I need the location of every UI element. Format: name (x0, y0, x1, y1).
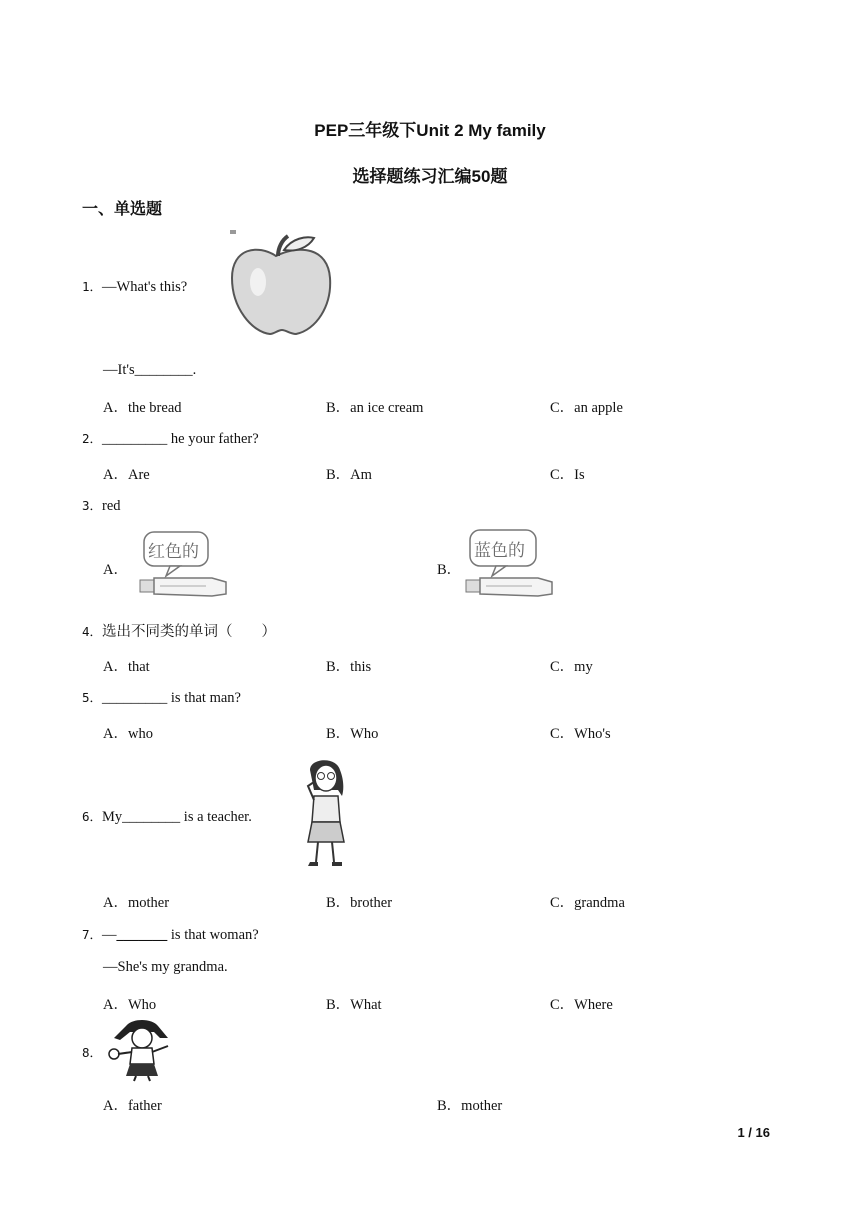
option-c[interactable]: C．Who's (550, 726, 611, 742)
question-number: 8． (82, 1045, 103, 1060)
page-title: PEP三年级下Unit 2 My family (314, 121, 546, 140)
option-b[interactable]: B．an ice cream (326, 400, 424, 416)
page-subtitle: 选择题练习汇编50题 (352, 167, 508, 186)
question-stem: he your father? (167, 431, 259, 447)
blue-tube-label: 蓝色的 (474, 541, 525, 561)
question-number: 3． (82, 498, 103, 513)
option-c[interactable]: C．grandma (550, 895, 625, 911)
question-stem: is that woman? (167, 927, 259, 943)
girl-image (102, 1018, 180, 1082)
option-a[interactable]: A．Are (103, 467, 150, 483)
blue-paint-tube-image (462, 528, 558, 602)
option-c[interactable]: C．Is (550, 467, 585, 483)
question-stem: is that man? (167, 690, 241, 706)
blank: _________ (102, 690, 168, 706)
question-6 (82, 807, 252, 826)
question-number: 4． (82, 624, 103, 639)
question-1-line2: —It's________. (103, 362, 197, 378)
question-7-line2: —She's my grandma. (103, 959, 228, 975)
question-7 (82, 925, 259, 944)
option-c[interactable]: C．Where (550, 997, 613, 1013)
question-number: 5． (82, 690, 103, 705)
option-b[interactable]: B．What (326, 997, 382, 1013)
question-5 (82, 688, 241, 707)
question-stem: red (102, 498, 121, 514)
page-number: 1 / 16 (737, 1125, 770, 1140)
option-a[interactable]: A．that (103, 659, 150, 675)
question-number: 1． (82, 279, 103, 294)
option-b[interactable]: B．mother (437, 1098, 503, 1114)
question-stem: My________ is a teacher. (102, 809, 252, 825)
question-number: 7． (82, 927, 103, 942)
question-4 (82, 620, 276, 641)
option-a[interactable]: A．Who (103, 997, 157, 1013)
option-b[interactable]: B．this (326, 659, 372, 675)
question-stem: —What's this? (102, 279, 188, 295)
option-b[interactable]: B．brother (326, 895, 393, 911)
question-3 (82, 496, 121, 515)
question-stem: 选出不同类的单词（ ） (102, 624, 277, 640)
question-8 (82, 1043, 102, 1062)
option-b[interactable]: B． (437, 562, 462, 578)
teacher-woman-image (284, 756, 364, 872)
blank: _________ (102, 431, 168, 447)
option-a[interactable]: A．who (103, 726, 153, 742)
red-paint-tube-image (136, 530, 232, 602)
blank: _______ (116, 927, 168, 943)
red-tube-label: 红色的 (148, 542, 199, 562)
option-a[interactable]: A．mother (103, 895, 170, 911)
question-number: 6． (82, 809, 103, 824)
question-number: 2． (82, 431, 103, 446)
section-heading: 一、单选题 (82, 201, 163, 218)
apple-image (218, 226, 336, 344)
option-b[interactable]: B．Who (326, 726, 379, 742)
option-c[interactable]: C．my (550, 659, 593, 675)
option-b[interactable]: B．Am (326, 467, 372, 483)
question-2 (82, 429, 259, 448)
question-1 (82, 277, 187, 296)
option-c[interactable]: C．an apple (550, 400, 623, 416)
dash: — (102, 927, 117, 943)
option-a[interactable]: A． (103, 562, 128, 578)
option-a[interactable]: A．the bread (103, 400, 182, 416)
option-a[interactable]: A．father (103, 1098, 162, 1114)
